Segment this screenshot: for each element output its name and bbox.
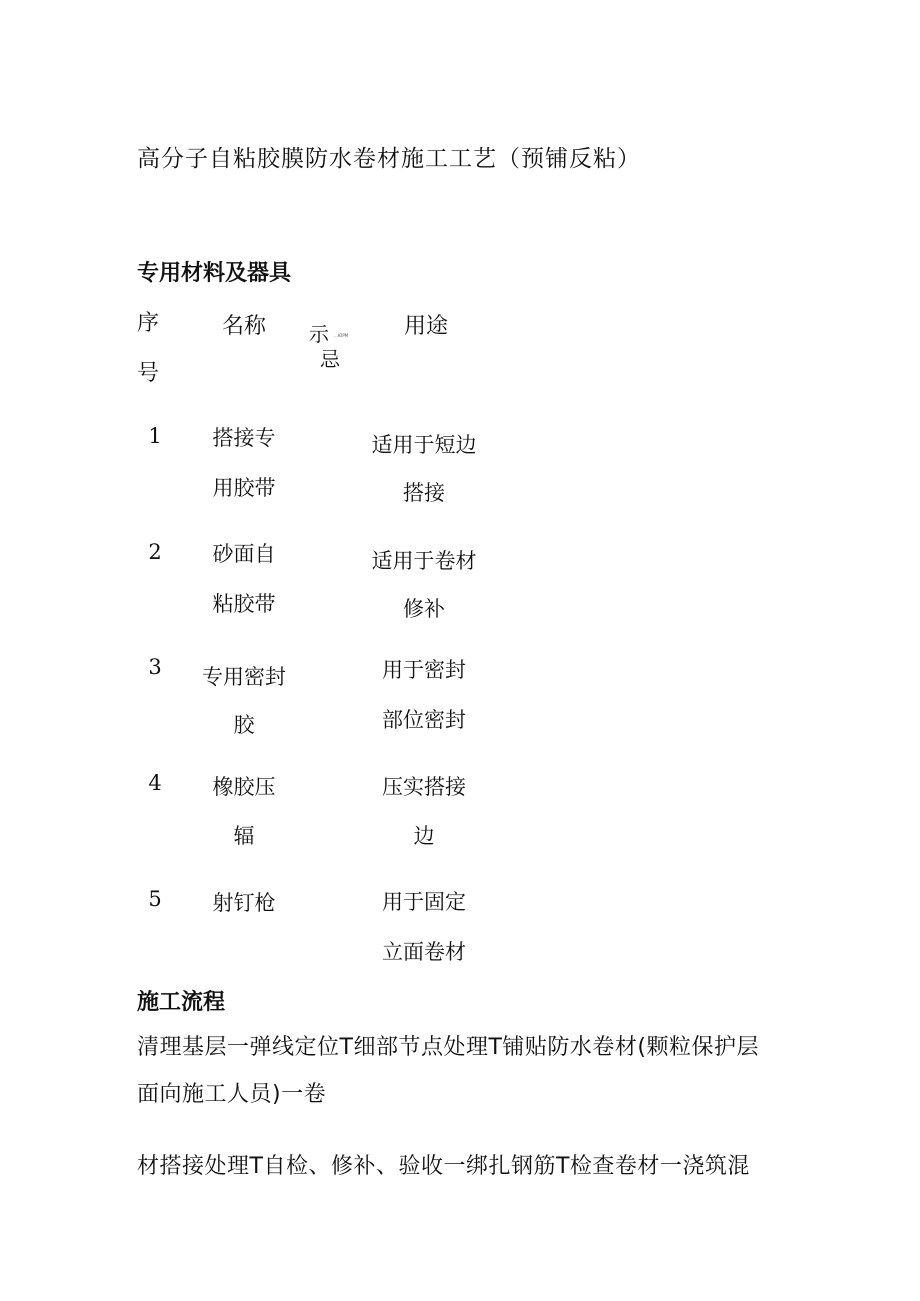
row-name-line2: 胶	[233, 713, 255, 737]
column-header-no-line2: 号	[137, 361, 160, 386]
row-usage-line2: 边	[413, 824, 435, 848]
column-header-no-line1: 序	[137, 311, 160, 336]
row-name-line1: 射钉枪	[212, 891, 276, 915]
column-header-usage: 用途	[404, 314, 449, 339]
column-header-name: 名称	[222, 314, 267, 339]
row-number: 2	[148, 540, 162, 564]
row-usage-line1: 适用于卷材	[371, 549, 477, 573]
process-line-2: 面向施工人员)一卷	[137, 1082, 327, 1107]
row-usage-line1: 压实搭接	[382, 775, 466, 799]
process-line-3: 材搭接处理T自检、修补、验收一绑扎钢筋T检查卷材一浇筑混	[137, 1154, 750, 1179]
row-name-line1: 橡胶压	[212, 775, 276, 799]
row-usage-line1: 用于密封	[382, 658, 466, 682]
materials-heading: 专用材料及器具	[137, 261, 292, 286]
row-name-line2: 粘胶带	[212, 592, 276, 616]
row-number: 4	[148, 771, 162, 795]
row-usage-line2: 搭接	[403, 481, 445, 505]
process-line-1: 清理基层一弹线定位T细部节点处理T铺贴防水卷材(颗粒保护层	[137, 1035, 759, 1060]
row-usage-line2: 部位密封	[382, 708, 466, 732]
row-name-line2: 辐	[233, 824, 255, 848]
document-title: 高分子自粘胶膜防水卷材施工工艺（预铺反粘）	[137, 146, 641, 172]
row-name-line1: 专用密封	[202, 665, 286, 689]
row-number: 3	[148, 655, 162, 679]
row-number: 5	[148, 887, 162, 911]
column-header-sketch-line2: 忌	[320, 347, 340, 371]
column-header-sketch-line1: 示	[309, 322, 329, 346]
row-usage-line2: 修补	[403, 597, 445, 621]
row-usage-line1: 适用于短边	[371, 433, 477, 457]
row-usage-line1: 用于固定	[382, 890, 466, 914]
row-number: 1	[148, 424, 162, 448]
row-name-line1: 搭接专	[212, 426, 276, 450]
row-name-line2: 用胶带	[212, 476, 276, 500]
row-usage-line2: 立面卷材	[382, 940, 466, 964]
process-heading: 施工流程	[137, 990, 226, 1015]
row-name-line1: 砂面自	[212, 542, 276, 566]
column-header-sketch-small: …ЮРМ	[334, 333, 349, 338]
